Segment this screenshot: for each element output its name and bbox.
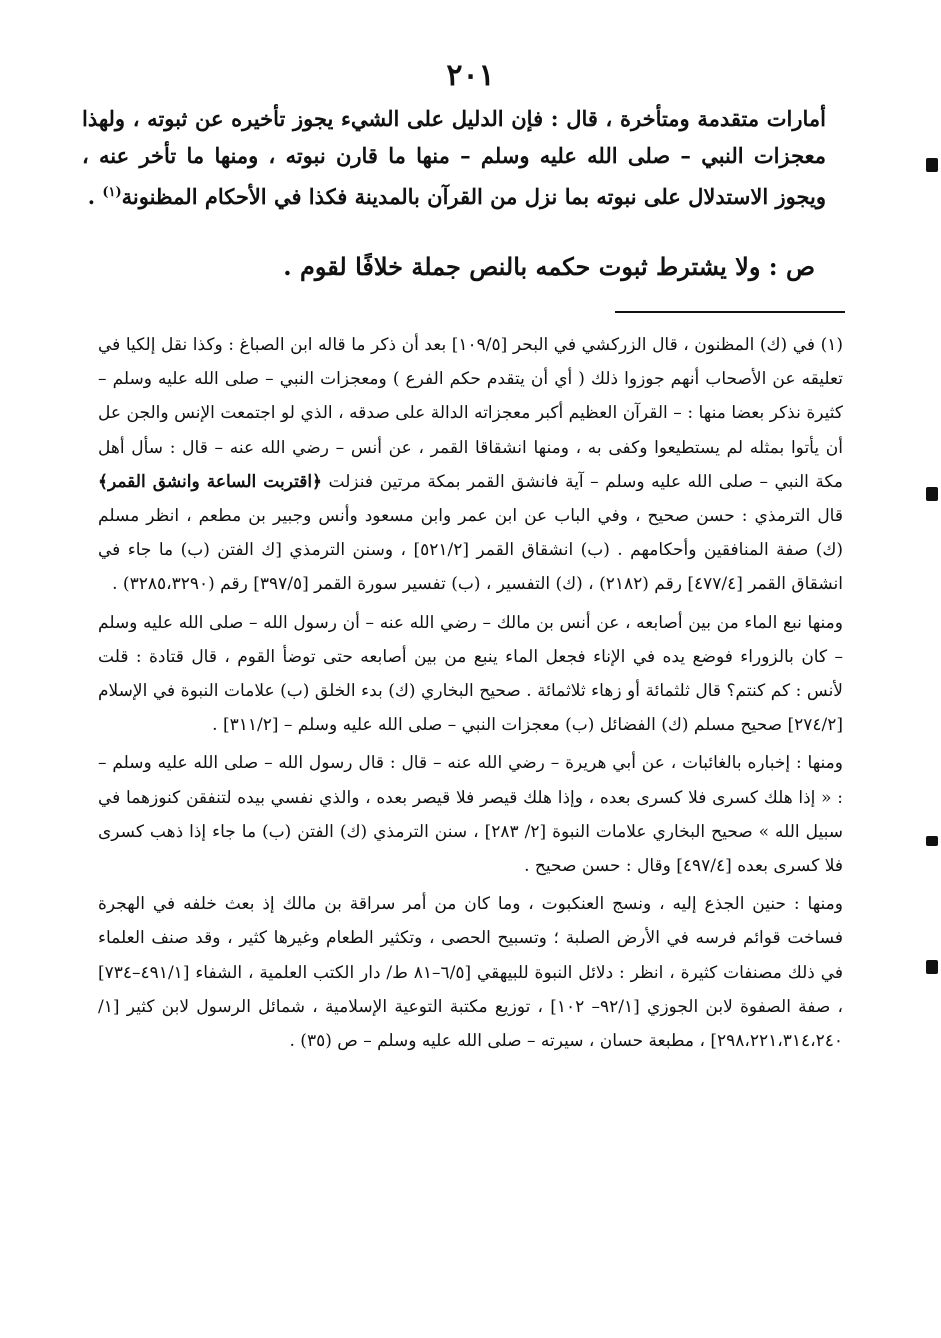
footnote-separator: [615, 311, 845, 313]
main-paragraph-text: أمارات متقدمة ومتأخرة ، قال : فإن الدليل على الشيء يجوز تأخيره عن ثبوته ، ولهذا معجزات النبي – صلى الله عليه وسلم – منها ما قارن نبوته ، ومنها ما تأخر عنه ، ويجوز الاستدلال على نبوته بما نزل من القرآن بالمدينة فكذا في الأحكام المظنونة: [82, 106, 826, 209]
footnote-paragraph-water: ومنها نبع الماء من بين أصابعه ، عن أنس بن مالك – رضي الله عنه – أن رسول الله – صلى الله عليه وسلم – كان بالزوراء فوضع يده في الإناء فجعل الماء ينبع من بين أصابعه حتى توضأ القوم ، قال قتادة : قلت لأنس : كم كنتم؟ قال ثلثمائة أو زهاء ثلاثمائة . صحيح البخاري (ك) بدء الخلق (ب) علامات النبوة في الإسلام [٢٧٤/٢] صحيح مسلم (ك) الفضائل (ب) معجزات النبي – صلى الله عليه وسلم – [٣١١/٢] .: [98, 612, 843, 736]
margin-mark: [926, 487, 938, 501]
main-paragraph-end: .: [87, 184, 103, 209]
footnote-paragraph-miracles: ومنها : حنين الجذع إليه ، ونسج العنكبوت ، وما كان من أمر سراقة بن مالك إذ بعث خلفه في الهجرة فساخت قوائم فرسه في الأرض الصلبة ؛ وتسبيح الحصى ، وتكثير الطعام وغيرها كثير ، وقد صنف العلماء في ذلك مصنفات كثيرة ، انظر : دلائل النبوة للبيهقي [٦/٥–٨١ ط/ دار الكتب العلمية ، الشفاء [٤٩١/١–٧٣٤] ، صفة الصفوة لابن الجوزي [٩٢/١– ١٠٢] ، توزيع مكتبة التوعية الإسلامية ، شمائل الرسول لابن كثير [١/ ٢٩٨،٢٢١،٣١٤،٢٤٠] ، مطبعة حسان ، سيرته – صلى الله عليه وسلم – ص (٣٥) .: [98, 894, 844, 1052]
margin-mark: [926, 960, 938, 974]
section-heading: ص : ولا يشترط ثبوت حكمه بالنص جملة خلافًا لقوم .: [283, 252, 815, 281]
footnote-1-text-b: قال الترمذي : حسن صحيح ، وفي الباب عن ابن عمر وابن مسعود وأنس وجبير بن مطعم ، انظر مسلم (ك) صفة المنافقين وأحكامهم . (ب) انشقاق القمر [٥٢١/٢] ، وسنن الترمذي [ك الفتن (ب) ما جاء في انشقاق القمر [٤٧٧/٤] رقم (٢١٨٢) ، (ك) التفسير ، (ب) تفسير سورة القمر [٣٩٧/٥] رقم (٣٢٨٥،٣٢٩٠) .: [98, 506, 843, 595]
footnote-paragraph-prophecies: ومنها : إخباره بالغائبات ، عن أبي هريرة – رضي الله عنه – قال : قال رسول الله – صلى الله عليه وسلم – : « إذا هلك كسرى فلا كسرى بعده ، وإذا هلك قيصر فلا قيصر بعده ، والذي نفسي بيده لتنفقن كنوزهما في سبيل الله » صحيح البخاري علامات النبوة [٢/ ٢٨٣] ، سنن الترمذي (ك) الفتن (ب) ما جاء إذا ذهب كسرى فلا كسرى بعده [٤٩٧/٤] وقال : حسن صحيح .: [98, 753, 844, 877]
margin-mark: [926, 836, 938, 846]
footnote-1: [98, 328, 843, 602]
footnote-reference: (١): [102, 185, 122, 200]
footnote-1-text-a: في (ك) المظنون ، قال الزركشي في البحر [١٠٩/٥] بعد أن ذكر ما قاله ابن الصباغ : وكذا نقل إلكيا في تعليقه عن الأصحاب أنهم جوزوا ذلك ( أي أن يتقدم حكم الفرع ) ومعجزات النبي – صلى الله عليه وسلم – كثيرة نذكر بعضا منها : – القرآن العظيم أكبر معجزاته الدالة على صدقه ، الذي لو اجتمعت الإنس والجن عل أن يأتوا بمثله لم يستطيعوا وكفى به ، ومنها انشقاقا القمر ، عن أنس – رضي الله عنه – قال : سأل أهل مكة النبي – صلى الله عليه وسلم – آية فانشق القمر بمكة مرتين فنزلت: [98, 335, 844, 492]
page-number: ٢٠١: [446, 58, 495, 93]
quran-verse: ﴿اقتربت الساعة وانشق القمر﴾: [98, 471, 323, 492]
margin-mark: [926, 158, 938, 172]
main-text: [82, 100, 826, 215]
main-paragraph: [82, 100, 826, 215]
footnote-marker: (١): [820, 335, 843, 355]
footnotes: [98, 328, 843, 1062]
